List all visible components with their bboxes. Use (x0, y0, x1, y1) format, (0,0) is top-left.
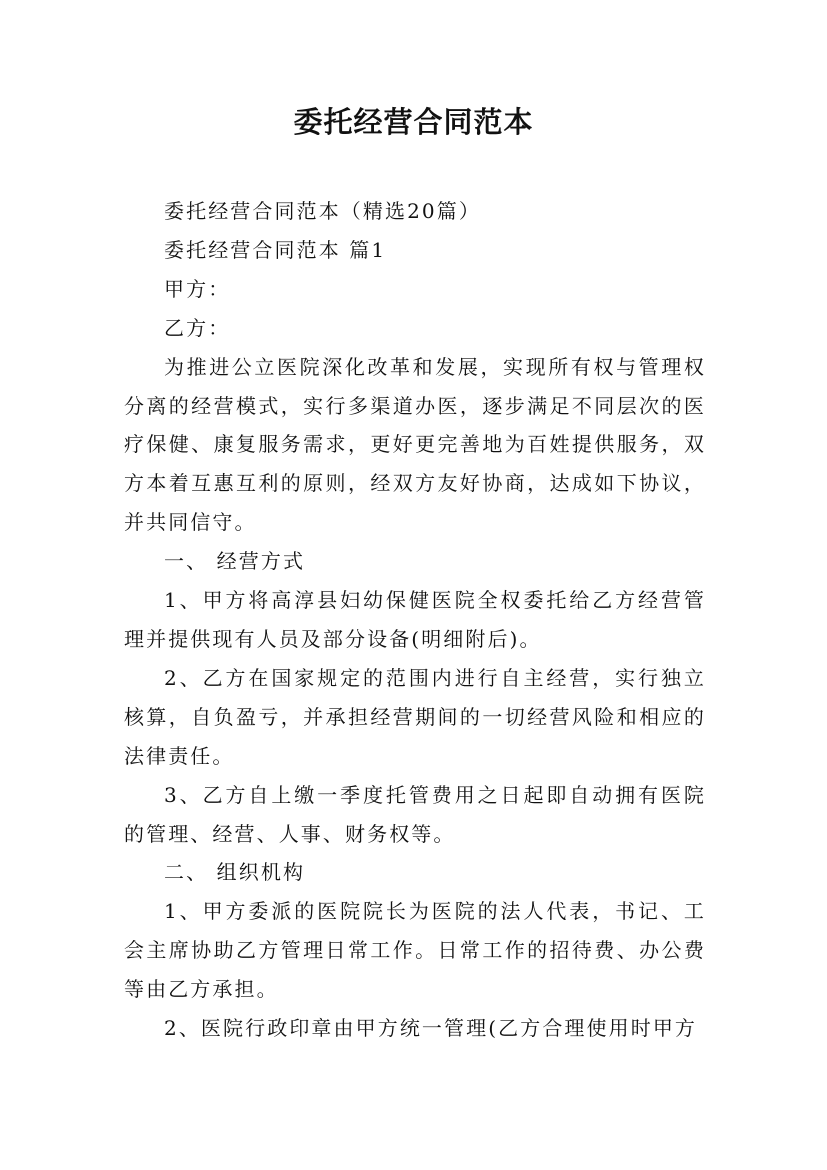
paragraph-subtitle: 委托经营合同范本（精选20篇） (164, 199, 481, 223)
paragraph-preamble: 为推进公立医院深化改革和发展，实现所有权与管理权分离的经营模式，实行多渠道办医，逐步满足不同层次的医疗保健、康复服务需求，更好更完善地为百姓提供服务，双方本着互惠互利的原则，经双方友好协商，达成如下协议，并共同信守。 (124, 354, 706, 535)
paragraph-party-b: 乙方： (164, 315, 231, 340)
paragraph-heading-organization: 二、 组织机构 (164, 860, 306, 885)
paragraph-clause: 1、甲方将高淳县妇幼保健医院全权委托给乙方经营管理并提供现有人员及部分设备(明细附后)。 (124, 588, 706, 651)
document-title: 委托经营合同范本 (293, 105, 534, 139)
paragraph-clause: 2、乙方在国家规定的范围内进行自主经营，实行独立核算，自负盈亏，并承担经营期间的一切经营风险和相应的法律责任。 (124, 665, 706, 768)
paragraph-section-heading: 委托经营合同范本 篇1 (164, 237, 387, 262)
paragraph-party-a: 甲方： (164, 276, 231, 301)
paragraph-heading-business-mode: 一、 经营方式 (164, 549, 306, 574)
paragraph-clause: 3、乙方自上缴一季度托管费用之日起即自动拥有医院的管理、经营、人事、财务权等。 (124, 782, 706, 846)
document-body (124, 192, 706, 1048)
paragraph-clause: 1、甲方委派的医院院长为医院的法人代表，书记、工会主席协助乙方管理日常工作。日常工作的招待费、办公费等由乙方承担。 (124, 899, 706, 1002)
paragraph-clause: 2、医院行政印章由甲方统一管理(乙方合理使用时甲方 (164, 1016, 698, 1041)
